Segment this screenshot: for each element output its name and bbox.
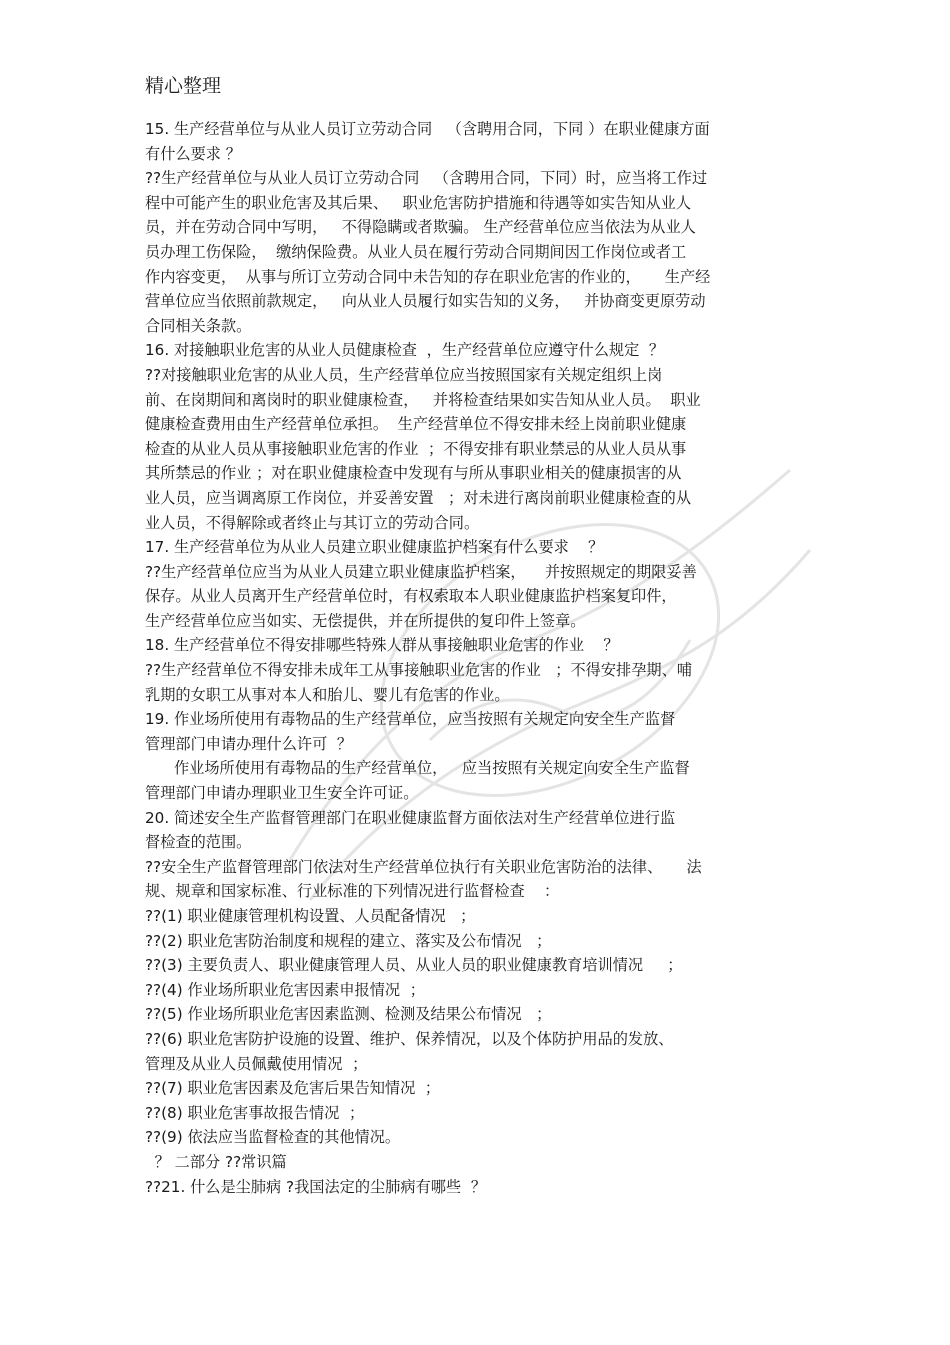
text-line: 19. 作业场所使用有毒物品的生产经营单位，应当按照有关规定向安全生产监督	[145, 710, 676, 729]
text-line: 17. 生产经营单位为从业人员建立职业健康监护档案有什么要求 ？	[145, 538, 604, 557]
text-line: 合同相关条款。	[145, 316, 252, 335]
text-line: ??21. 什么是尘肺病 ?我国法定的尘肺病有哪些 ？	[145, 1177, 487, 1196]
document-body	[145, 117, 810, 1199]
text-line: ??(2) 职业危害防治制度和规程的建立、落实及公布情况 ；	[145, 931, 552, 950]
text-line: ??对接触职业危害的从业人员，生产经营单位应当按照国家有关规定组织上岗	[145, 365, 663, 384]
text-line: 业人员，不得解除或者终止与其订立的劳动合同。	[145, 513, 480, 532]
text-line: 检查的从业人员从事接触职业危害的作业 ；不得安排有职业禁忌的从业人员从事	[145, 439, 687, 458]
text-line: 规、规章和国家标准、行业标准的下列情况进行监督检查 ：	[145, 882, 560, 901]
text-line: ??(1) 职业健康管理机构设置、人员配备情况 ；	[145, 907, 476, 925]
text-line: ??生产经营单位应当为从业人员建立职业健康监护档案， 并按照规定的期限妥善	[145, 562, 697, 581]
text-line: ??(6) 职业危害防护设施的设置、维护、保养情况，以及个体防护用品的发放、	[145, 1029, 674, 1048]
page-header-title: 精心整理	[145, 75, 222, 97]
text-line: 业人员，应当调离原工作岗位，并妥善安置 ；对未进行离岗前职业健康检查的从	[145, 488, 692, 507]
text-line: ??(9) 依法应当监督检查的其他情况。	[145, 1128, 401, 1147]
text-line: 18. 生产经营单位不得安排哪些特殊人群从事接触职业危害的作业 ？	[145, 636, 619, 655]
text-line: 督检查的范围。	[145, 833, 252, 852]
text-line: 生产经营单位应当如实、无偿提供，并在所提供的复印件上签章。	[145, 611, 586, 630]
text-line: ??(8) 职业危害事故报告情况 ；	[145, 1103, 365, 1122]
text-line: 程中可能产生的职业危害及其后果、 职业危害防护措施和待遇等如实告知从业人	[145, 193, 692, 212]
text-line: 前、在岗期间和离岗时的职业健康检查， 并将检查结果如实告知从业人员。 职业	[145, 390, 701, 409]
text-line: ??(7) 职业危害因素及危害后果告知情况 ；	[145, 1079, 441, 1098]
text-line: 营单位应当依照前款规定， 向从业人员履行如实告知的义务， 并协商变更原劳动	[145, 292, 706, 311]
text-line: ??(5) 作业场所职业危害因素监测、检测及结果公布情况 ；	[145, 1005, 552, 1024]
text-line: 管理部门申请办理什么许可 ？	[145, 734, 353, 753]
text-line: 员办理工伤保险， 缴纳保险费。从业人员在履行劳动合同期间因工作岗位或者工	[145, 242, 687, 261]
text-line: ？ 二部分 ??常识篇	[145, 1152, 287, 1171]
text-line: 保存。从业人员离开生产经营单位时，有权索取本人职业健康监护档案复印件，	[145, 587, 677, 606]
text-line: 16. 对接触职业危害的从业人员健康检查 ，生产经营单位应遵守什么规定 ？	[145, 341, 665, 360]
text-line: 员，并在劳动合同中写明， 不得隐瞒或者欺骗。 生产经营单位应当依法为从业人	[145, 218, 696, 237]
text-line: 管理及从业人员佩戴使用情况 ；	[145, 1054, 368, 1073]
text-line: 有什么要求 ？	[145, 144, 241, 163]
text-line: ??安全生产监督管理部门依法对生产经营单位执行有关职业危害防治的法律、 法	[145, 857, 702, 876]
text-line: 作内容变更， 从事与所订立劳动合同中未告知的存在职业危害的作业的， 生产经	[145, 267, 711, 286]
text-line: 健康检查费用由生产经营单位承担。 生产经营单位不得安排未经上岗前职业健康	[145, 415, 687, 434]
text-line: ??(4) 作业场所职业危害因素申报情况 ；	[145, 980, 425, 999]
text-line: ??生产经营单位不得安排未成年工从事接触职业危害的作业 ；不得安排孕期、哺	[145, 661, 692, 680]
text-line: ??生产经营单位与从业人员订立劳动合同 （含聘用合同，下同）时，应当将工作过	[145, 169, 708, 188]
text-line: ??(3) 主要负责人、职业健康管理人员、从业人员的职业健康教育培训情况 ；	[145, 956, 683, 975]
text-line: 其所禁忌的作业 ；对在职业健康检查中发现有与所从事职业相关的健康损害的从	[145, 464, 682, 483]
text-line: 乳期的女职工从事对本人和胎儿、婴儿有危害的作业。	[145, 685, 510, 704]
text-line: 20. 简述安全生产监督管理部门在职业健康监督方面依法对生产经营单位进行监	[145, 808, 676, 827]
text-line: 15. 生产经营单位与从业人员订立劳动合同 （含聘用合同，下同 ）在职业健康方面	[145, 120, 710, 138]
text-line: 管理部门申请办理职业卫生安全许可证。	[145, 784, 419, 803]
text-line: 作业场所使用有毒物品的生产经营单位， 应当按照有关规定向安全生产监督	[145, 759, 690, 778]
